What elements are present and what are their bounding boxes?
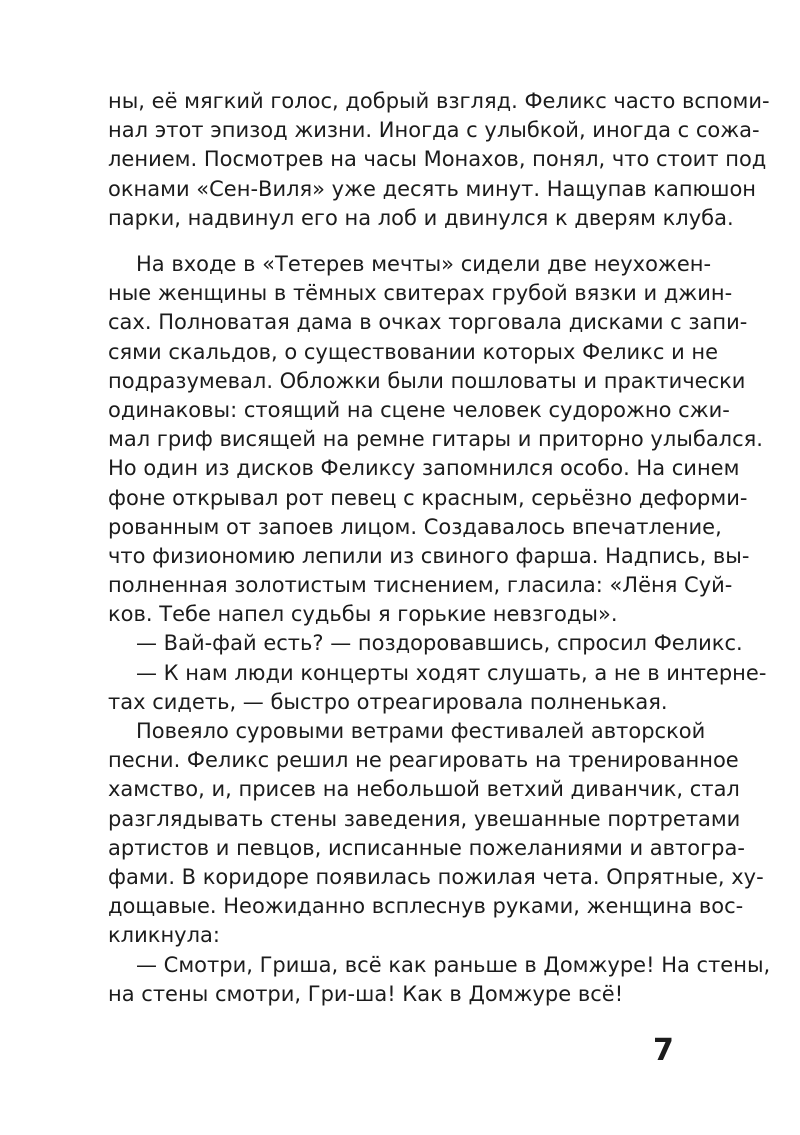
paragraph-continued <box>108 87 770 233</box>
dialog-wifi-question <box>108 629 743 658</box>
text-line: на стены смотри, Гри-ша! Как в Домжуре всё! <box>108 981 624 1006</box>
main-text <box>108 250 771 1009</box>
text-line: полненная золотистым тиснением, гласила: «Лёня Суй- <box>108 573 733 598</box>
text-line: сями скальдов, о существовании которых Феликс и не <box>108 339 719 364</box>
text-line: фоне открывал рот певец с красным, серьёзно деформи- <box>108 485 748 510</box>
text-line: ны, её мягкий голос, добрый взгляд. Феликс часто вспоми- <box>108 89 770 113</box>
text-line: — Смотри, Гриша, всё как раньше в Домжуре! На стены, <box>136 952 771 977</box>
text-line: песни. Феликс решил не реагировать на тренированное <box>108 748 739 773</box>
text-line: рованным от запоев лицом. Создавалось впечатление, <box>108 514 722 539</box>
text-line: парки, надвинул его на лоб и двинулся к дверям клуба. <box>108 205 734 230</box>
paragraph-entrance <box>108 250 763 629</box>
paragraph-bard-festival <box>108 717 764 951</box>
text-line: фами. В коридоре появилась пожилая чета. Опрятные, ху- <box>108 864 764 889</box>
text-line: ков. Тебе напел судьбы я горькие невзгоды». <box>108 602 618 627</box>
text-line: подразумевал. Обложки были пошловаты и практически <box>108 368 746 393</box>
text-line: Повеяло суровыми ветрами фестивалей авторской <box>136 719 706 743</box>
dialog-domzhur <box>108 951 771 1009</box>
text-line: лением. Посмотрев на часы Монахов, понял, что стоит под <box>108 147 767 172</box>
text-line: мал гриф висящей на ремне гитары и приторно улыбался. <box>108 427 763 452</box>
page-number: 7 <box>653 1033 674 1068</box>
text-line: Но один из дисков Феликсу запомнился особо. На синем <box>108 456 740 481</box>
text-line: окнами «Сен-Виля» уже десять минут. Нащупав капюшон <box>108 176 757 201</box>
text-line: — Вай-фай есть? — поздоровавшись, спросил Феликс. <box>136 631 743 656</box>
text-line: сах. Полноватая дама в очках торговала дисками с запи- <box>108 310 748 335</box>
text-line: дощавые. Неожиданно всплеснув руками, женщина вос- <box>108 894 744 919</box>
text-line: кликнула: <box>108 923 220 948</box>
text-line: хамство, и, присев на небольшой ветхий диванчик, стал <box>108 777 740 802</box>
text-line: разглядывать стены заведения, увешанные портретами <box>108 806 741 831</box>
dialog-wifi-answer <box>108 659 767 717</box>
text-line: ные женщины в тёмных свитерах грубой вязки и джин- <box>108 281 733 306</box>
text-line: одинаковы: стоящий на сцене человек судорожно сжи- <box>108 397 730 422</box>
text-line: что физиономию лепили из свиного фарша. Надпись, вы- <box>108 543 750 568</box>
text-line: нал этот эпизод жизни. Иногда с улыбкой, иногда с сожа- <box>108 118 760 143</box>
text-line: — К нам люди концерты ходят слушать, а не в интерне- <box>136 660 767 685</box>
text-line: артистов и певцов, исписанные пожеланиями и автогра- <box>108 835 745 860</box>
text-line: тах сидеть, — быстро отреагировала полненькая. <box>108 689 668 714</box>
text-line: На входе в «Тетерев мечты» сидели две неухожен- <box>136 252 712 276</box>
